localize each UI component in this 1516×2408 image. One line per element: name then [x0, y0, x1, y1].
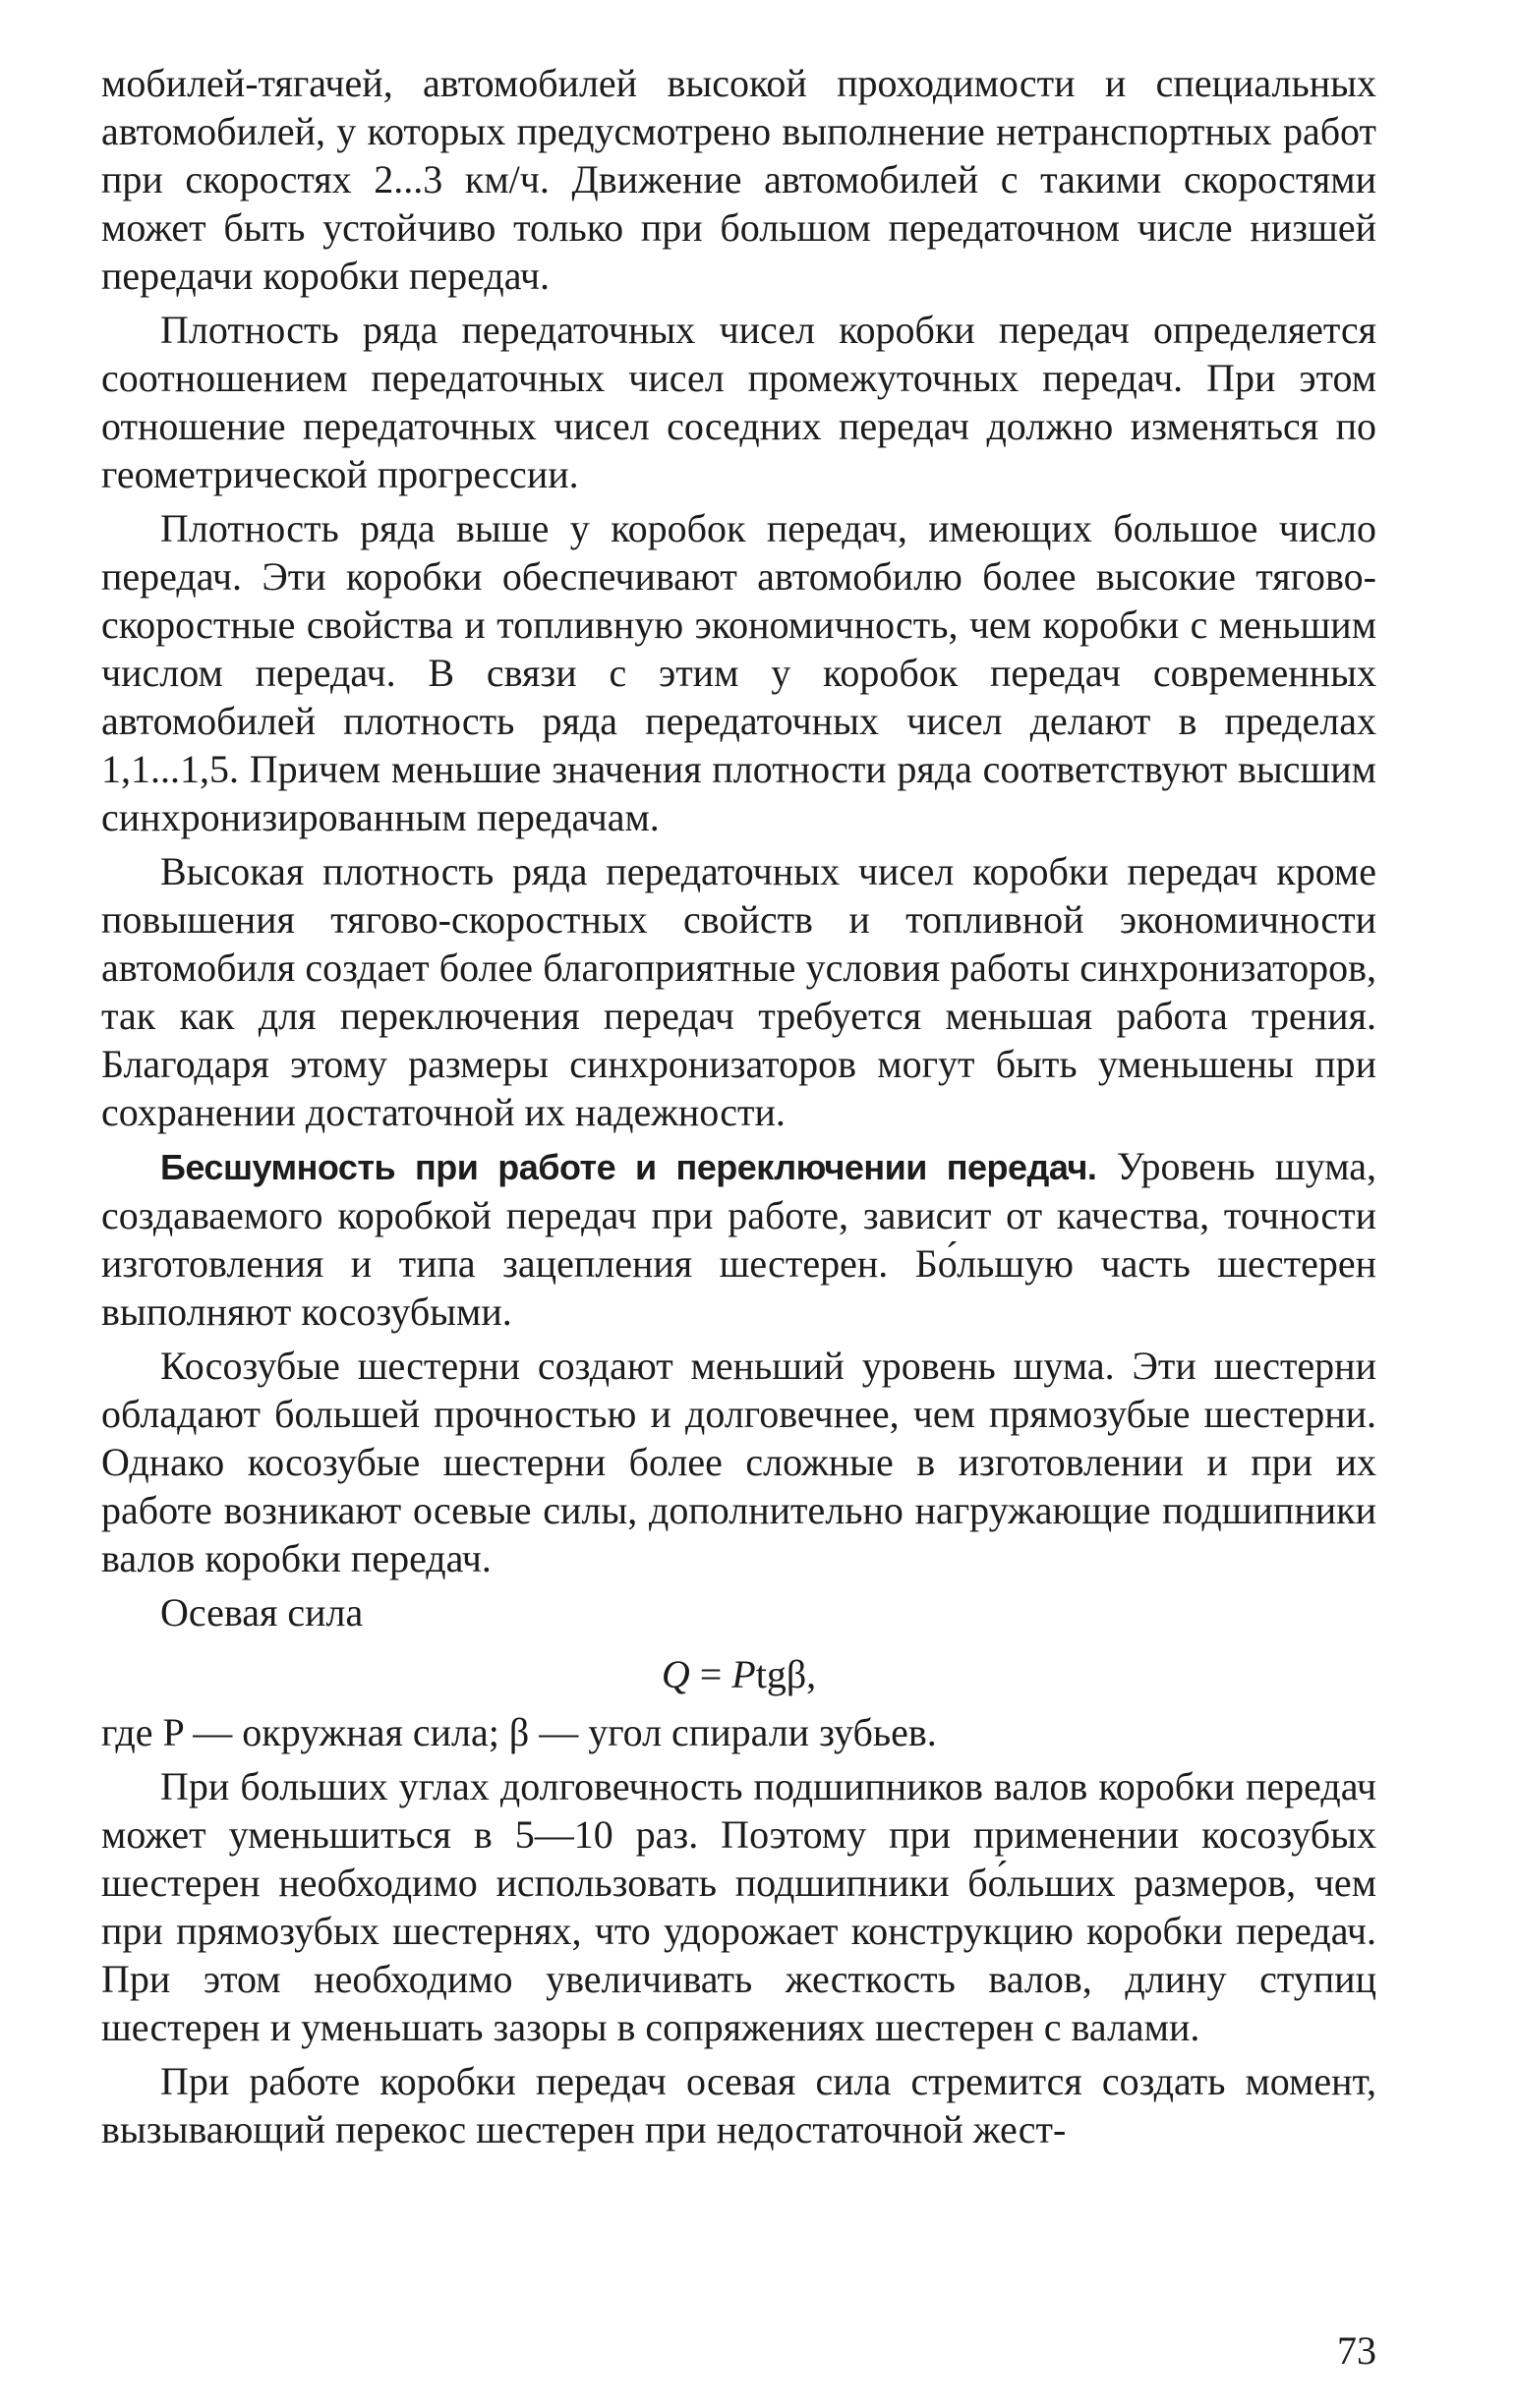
page-number: 73 — [1337, 2328, 1376, 2373]
paragraph-continued: мобилей-тягачей, автомобилей высокой проходимости и специальных автомобилей, у которых предусмотрено выполнение нетранспортных работ при скоростях 2...3 км/ч. Движение автомобилей с такими скоростями может быть устойчиво только при большом передаточном числе низшей передачи коробки передач. — [101, 61, 1376, 298]
formula-equals: = — [689, 1652, 732, 1696]
section-heading-noiselessness: Бесшумность при работе и переключении передач. — [160, 1147, 1097, 1187]
paragraph-noiselessness-text: Уровень шума, создаваемого коробкой передач при работе, зависит от качества, точности изготовления и типа зацепления шестерен. Бо́льшую часть шестерен выполняют косозубыми. — [101, 1144, 1376, 1334]
paragraph-formula-legend: где P — окружная сила; β — угол спирали зубьев. — [101, 1710, 937, 1754]
paragraph-density-higher: Плотность ряда выше у коробок передач, имеющих большое число передач. Эти коробки обеспечивают автомобилю более высокие тягово-скоростные свойства и топливную экономичность, чем коробки с меньшим числом передач. В связи с этим у коробок передач современных автомобилей плотность ряда передаточных чисел делают в пределах 1,1...1,5. Причем меньшие значения плотности ряда соответствуют высшим синхронизированным передачам. — [101, 506, 1376, 839]
formula-axial-force — [101, 1650, 1376, 1698]
formula-tg-beta: tgβ, — [755, 1652, 817, 1696]
formula-p: P — [731, 1652, 756, 1696]
paragraph-helical-gears: Косозубые шестерни создают меньший уровень шума. Эти шестерни обладают большей прочностью и долговечнее, чем прямозубые шестерни. Однако косозубые шестерни более сложные в изготовлении и при их работе возникают осевые силы, дополнительно нагружающие подшипники валов коробки передач. — [101, 1344, 1376, 1580]
paragraph-high-density-benefits: Высокая плотность ряда передаточных чисел коробки передач кроме повышения тягово-скоростных свойств и топливной экономичности автомобиля создает более благоприятные условия работы синхронизаторов, так как для переключения передач требуется меньшая работа трения. Благодаря этому размеры синхронизаторов могут быть уменьшены при сохранении достаточной их надежности. — [101, 849, 1376, 1134]
paragraph-noiselessness — [101, 1142, 1376, 1336]
paragraph-bearing-durability: При больших углах долговечность подшипников валов коробки передач может уменьшиться в 5—10 раз. Поэтому при применении косозубых шестерен необходимо использовать подшипники бо́льших размеров, чем при прямозубых шестернях, что удорожает конструкцию коробки передач. При этом необходимо увеличивать жесткость валов, длину ступиц шестерен и уменьшать зазоры в сопряжениях шестерен с валами. — [101, 1764, 1376, 2049]
paragraph-axial-force-intro: Осевая сила — [160, 1590, 364, 1634]
paragraph-gear-ratio-density: Плотность ряда передаточных чисел коробки передач определяется соотношением передаточных чисел промежуточных передач. При этом отношение передаточных чисел соседних передач должно изменяться по геометрической прогрессии. — [101, 308, 1376, 496]
formula-q: Q — [661, 1652, 690, 1696]
paragraph-axial-moment: При работе коробки передач осевая сила стремится создать момент, вызывающий перекос шестерен при недостаточной жест- — [101, 2059, 1376, 2151]
